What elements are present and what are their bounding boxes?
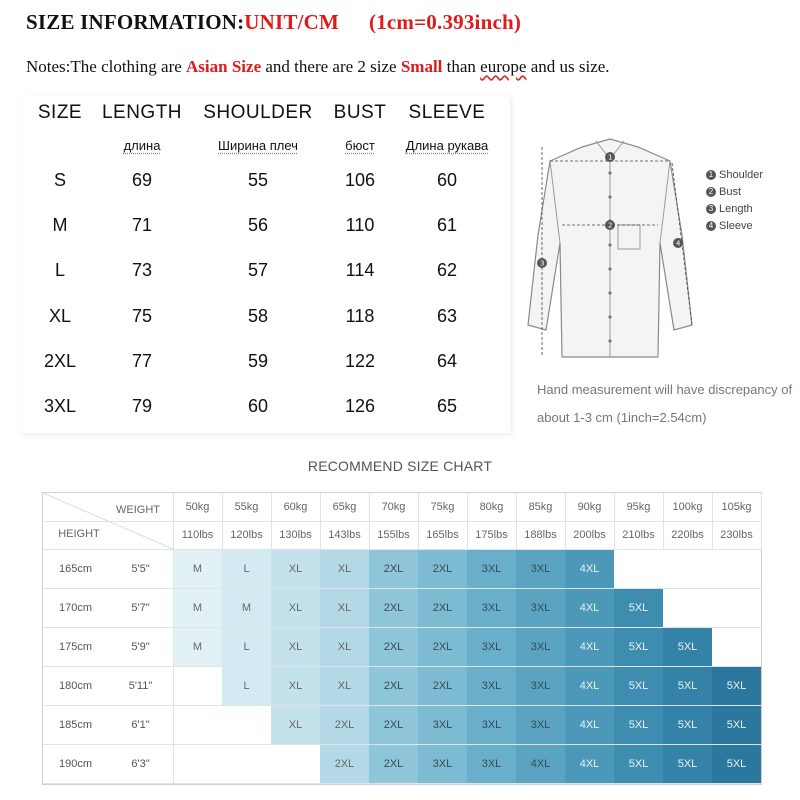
header-diagonal — [43, 493, 173, 549]
size-cell-sleeve: 62 — [436, 260, 458, 280]
weight-kg: 85kg — [528, 501, 553, 513]
measurement-disclaimer-line1: Hand measurement will have discrepancy of — [537, 382, 793, 397]
size-cell-length: 75 — [131, 306, 153, 326]
recommend-size-cell: 2XL — [369, 744, 418, 783]
recommend-size-chart — [42, 492, 762, 785]
weight-lbs: 230lbs — [720, 529, 753, 541]
recommend-size-cell: 2XL — [320, 705, 369, 744]
height-ft: 6'1" — [131, 718, 150, 731]
recommend-size-cell: 3XL — [516, 627, 565, 666]
recommend-size-cell: 3XL — [467, 588, 516, 627]
size-cell-bust: 122 — [344, 351, 376, 371]
size-cell-size: S — [53, 170, 66, 190]
height-cm: 190cm — [58, 757, 93, 770]
recommend-size-cell — [663, 588, 712, 627]
recommend-size-cell — [173, 744, 222, 783]
recommend-size-cell — [663, 549, 712, 588]
recommend-size-cell: M — [173, 549, 222, 588]
ru-label-length: длина — [123, 138, 161, 153]
size-cell-sleeve: 60 — [436, 170, 458, 190]
recommend-size-cell: XL — [320, 588, 369, 627]
diagram-legend — [706, 167, 763, 235]
height-ft: 5'9" — [131, 640, 150, 653]
grid-line — [43, 666, 761, 667]
recommend-size-cell — [222, 705, 271, 744]
legend-num-2: 2 — [706, 187, 716, 197]
size-cell-bust: 118 — [345, 306, 375, 326]
size-cell-shoulder: 57 — [247, 260, 269, 280]
weight-lbs: 155lbs — [377, 529, 410, 541]
marker-2-label: 2 — [608, 221, 613, 230]
height-ft: 5'11" — [128, 679, 153, 692]
notes-text-3: than — [442, 57, 481, 76]
recommend-size-cell: 3XL — [467, 549, 516, 588]
size-cell-sleeve: 64 — [436, 351, 458, 371]
weight-kg: 55kg — [234, 501, 259, 513]
weight-kg: 90kg — [577, 501, 602, 513]
recommend-size-cell: 2XL — [418, 588, 467, 627]
recommend-size-cell: 2XL — [418, 666, 467, 705]
notes-text-2: and there are 2 size — [261, 57, 401, 76]
notes-text-1: Notes:The clothing are — [26, 57, 187, 76]
title-prefix: SIZE INFORMATION: — [26, 10, 245, 34]
grid-line — [43, 783, 761, 784]
recommend-size-cell: 3XL — [467, 705, 516, 744]
recommend-size-cell: 5XL — [614, 744, 663, 783]
size-cell-sleeve: 65 — [436, 396, 458, 416]
recommend-size-cell: 3XL — [418, 705, 467, 744]
weight-lbs: 188lbs — [524, 529, 557, 541]
recommend-chart-title: RECOMMEND SIZE CHART — [307, 458, 493, 474]
recommend-size-cell: 3XL — [467, 744, 516, 783]
legend-num-3: 3 — [706, 204, 716, 214]
recommend-size-cell: M — [173, 588, 222, 627]
recommend-size-cell: XL — [271, 705, 320, 744]
recommend-size-cell: 4XL — [565, 549, 614, 588]
recommend-size-cell: 2XL — [369, 588, 418, 627]
height-cm: 175cm — [58, 640, 93, 653]
weight-lbs: 175lbs — [475, 529, 508, 541]
legend-label-sleeve: Sleeve — [719, 220, 753, 232]
recommend-size-cell: 3XL — [516, 705, 565, 744]
size-cell-bust: 114 — [345, 260, 375, 280]
header-shoulder: SHOULDER — [203, 102, 313, 123]
weight-kg: 70kg — [381, 501, 406, 513]
recommend-size-cell: 2XL — [369, 705, 418, 744]
recommend-size-cell: L — [222, 627, 271, 666]
recommend-size-cell: 5XL — [614, 705, 663, 744]
legend-num-4: 4 — [706, 221, 716, 231]
weight-lbs: 130lbs — [279, 529, 312, 541]
recommend-size-cell — [222, 744, 271, 783]
recommend-size-cell: 3XL — [516, 549, 565, 588]
weight-lbs: 210lbs — [622, 529, 655, 541]
weight-lbs: 143lbs — [328, 529, 361, 541]
weight-kg: 105kg — [721, 501, 752, 513]
height-ft: 6'3" — [131, 757, 150, 770]
recommend-size-cell: 3XL — [467, 627, 516, 666]
size-cell-length: 77 — [131, 351, 153, 371]
recommend-size-cell: 5XL — [712, 705, 761, 744]
legend-label-length: Length — [719, 203, 753, 215]
weight-kg: 60kg — [283, 501, 308, 513]
recommend-size-cell: 4XL — [565, 705, 614, 744]
size-cell-bust: 106 — [344, 170, 376, 190]
recommend-size-cell: 5XL — [663, 627, 712, 666]
marker-1-label: 1 — [608, 153, 613, 162]
legend-label-bust: Bust — [719, 186, 742, 198]
weight-kg: 80kg — [479, 501, 504, 513]
size-cell-length: 73 — [131, 260, 153, 280]
legend-item-bust — [706, 184, 763, 201]
recommend-size-cell — [712, 588, 761, 627]
recommend-size-cell: 5XL — [663, 705, 712, 744]
recommend-size-cell: 3XL — [516, 588, 565, 627]
grid-line — [173, 493, 174, 784]
weight-label: WEIGHT — [116, 504, 160, 516]
grid-line — [43, 588, 761, 589]
height-label: HEIGHT — [58, 528, 100, 540]
marker-4-label: 4 — [676, 239, 681, 248]
size-cell-shoulder: 55 — [247, 170, 269, 190]
weight-kg: 100kg — [672, 501, 703, 513]
header-length: LENGTH — [101, 102, 183, 123]
measurement-disclaimer-line2: about 1-3 cm (1inch=2.54cm) — [537, 410, 707, 425]
recommend-size-cell — [712, 549, 761, 588]
height-cm: 185cm — [58, 718, 93, 731]
header-size: SIZE — [37, 102, 83, 123]
size-cell-length: 79 — [131, 396, 153, 416]
weight-kg: 65kg — [332, 501, 357, 513]
grid-line — [761, 493, 762, 549]
weight-lbs: 200lbs — [573, 529, 606, 541]
recommend-size-cell: 5XL — [663, 744, 712, 783]
size-cell-size: 3XL — [43, 396, 77, 416]
height-cm: 180cm — [58, 679, 93, 692]
recommend-size-cell: M — [173, 627, 222, 666]
recommend-size-cell: XL — [320, 666, 369, 705]
legend-item-length — [706, 201, 763, 218]
notes-asian-size: Asian Size — [186, 57, 262, 76]
recommend-size-cell: XL — [271, 627, 320, 666]
ru-label-shoulder: Ширина плеч — [218, 138, 298, 153]
height-cm: 170cm — [58, 601, 93, 614]
size-notes — [26, 57, 610, 77]
recommend-size-cell: 5XL — [614, 666, 663, 705]
title-unit: UNIT/CM — [244, 10, 340, 34]
size-cell-shoulder: 58 — [247, 306, 269, 326]
notes-europe: europe — [480, 57, 527, 76]
header-sleeve: SLEEVE — [408, 102, 486, 123]
weight-lbs: 120lbs — [230, 529, 263, 541]
recommend-size-cell: 5XL — [614, 627, 663, 666]
height-ft: 5'5" — [131, 562, 150, 575]
recommend-size-cell: M — [222, 588, 271, 627]
weight-lbs: 165lbs — [426, 529, 459, 541]
size-cell-shoulder: 60 — [247, 396, 269, 416]
recommend-size-cell: 2XL — [369, 549, 418, 588]
recommend-size-cell — [173, 705, 222, 744]
height-cm: 165cm — [58, 562, 93, 575]
weight-kg: 50kg — [185, 501, 210, 513]
ru-label-sleeve: Длина рукава — [405, 138, 489, 153]
recommend-size-cell: L — [222, 666, 271, 705]
ru-label-bust: бюст — [345, 138, 375, 153]
recommend-size-cell: 4XL — [565, 588, 614, 627]
recommend-size-cell: 2XL — [369, 627, 418, 666]
legend-item-shoulder — [706, 167, 763, 184]
recommend-size-cell: 2XL — [418, 549, 467, 588]
recommend-size-cell: 4XL — [516, 744, 565, 783]
recommend-size-cell: 4XL — [565, 627, 614, 666]
recommend-size-cell: XL — [271, 549, 320, 588]
weight-kg: 95kg — [626, 501, 651, 513]
recommend-size-cell: 4XL — [565, 744, 614, 783]
size-cell-size: 2XL — [43, 351, 77, 371]
grid-line — [43, 549, 761, 550]
size-cell-length: 69 — [131, 170, 153, 190]
recommend-size-cell: XL — [271, 666, 320, 705]
grid-line — [43, 627, 761, 628]
recommend-size-cell: L — [222, 549, 271, 588]
recommend-size-cell: 2XL — [418, 627, 467, 666]
recommend-size-cell: 5XL — [712, 744, 761, 783]
recommend-size-cell: 5XL — [712, 666, 761, 705]
recommend-size-cell: XL — [320, 549, 369, 588]
size-cell-bust: 110 — [345, 215, 375, 235]
legend-label-shoulder: Shoulder — [719, 169, 764, 181]
notes-small: Small — [400, 57, 443, 76]
recommend-size-cell: XL — [320, 627, 369, 666]
recommend-size-cell: 2XL — [369, 666, 418, 705]
recommend-size-cell: 4XL — [565, 666, 614, 705]
weight-kg: 75kg — [430, 501, 455, 513]
recommend-size-cell: 3XL — [467, 666, 516, 705]
size-cell-size: XL — [48, 306, 72, 326]
header-bust: BUST — [333, 102, 387, 123]
size-cell-sleeve: 63 — [436, 306, 458, 326]
size-cell-size: L — [54, 260, 65, 280]
recommend-size-cell — [173, 666, 222, 705]
recommend-size-cell — [712, 627, 761, 666]
grid-line — [43, 705, 761, 706]
legend-item-sleeve — [706, 218, 763, 235]
size-cell-sleeve: 61 — [436, 215, 458, 235]
grid-line — [43, 744, 761, 745]
legend-num-1: 1 — [706, 170, 716, 180]
recommend-size-cell: 2XL — [320, 744, 369, 783]
recommend-size-cell: XL — [271, 588, 320, 627]
recommend-size-cell: 5XL — [614, 588, 663, 627]
height-ft: 5'7" — [131, 601, 150, 614]
shirt-diagram — [520, 125, 700, 370]
recommend-size-cell: 5XL — [663, 666, 712, 705]
weight-lbs: 110lbs — [181, 529, 214, 541]
size-cell-shoulder: 59 — [247, 351, 269, 371]
page-title — [26, 10, 521, 35]
size-cell-shoulder: 56 — [247, 215, 269, 235]
notes-text-4: and us size. — [526, 57, 610, 76]
recommend-size-cell: 3XL — [418, 744, 467, 783]
title-conversion: (1cm=0.393inch) — [369, 10, 522, 34]
size-cell-length: 71 — [131, 215, 153, 235]
size-cell-bust: 126 — [344, 396, 376, 416]
recommend-size-cell — [271, 744, 320, 783]
size-cell-size: M — [52, 215, 68, 235]
recommend-size-cell — [614, 549, 663, 588]
recommend-size-cell: 3XL — [516, 666, 565, 705]
weight-lbs: 220lbs — [671, 529, 704, 541]
marker-3-label: 3 — [540, 259, 545, 268]
